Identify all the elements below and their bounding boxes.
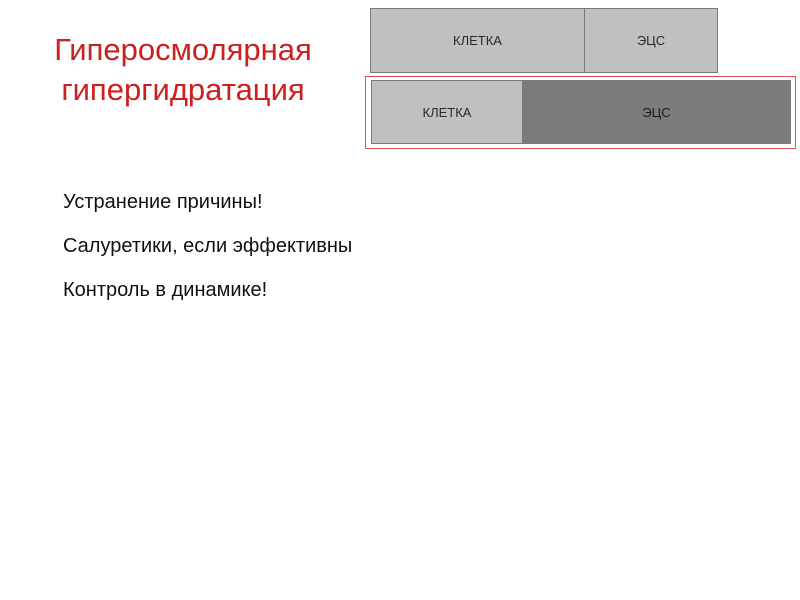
slide-title-line-2: гипергидратация [61, 72, 305, 107]
hyperosmolar-volume-bar [371, 80, 791, 144]
treatment-point: Салуретики, если эффективны [63, 235, 353, 257]
hyperosmolar-cell-segment [372, 81, 523, 143]
hyperosmolar-cell-label: КЛЕТКА [422, 104, 472, 120]
treatment-point: Контроль в динамике! [63, 279, 268, 301]
slide-title-line-1: Гиперосмолярная [54, 32, 312, 67]
hyperosmolar-ecs-segment [523, 81, 790, 143]
slide-title [18, 30, 348, 110]
treatment-point: Устранение причины! [63, 191, 263, 213]
normal-ecs-label: ЭЦС [636, 33, 666, 48]
treatment-points-list [63, 190, 352, 322]
normal-volume-bar [370, 8, 718, 73]
normal-cell-label: КЛЕТКА [453, 33, 502, 48]
normal-cell-segment [371, 9, 585, 72]
normal-ecs-segment [585, 9, 717, 72]
hyperosmolar-ecs-label: ЭЦС [642, 104, 671, 120]
